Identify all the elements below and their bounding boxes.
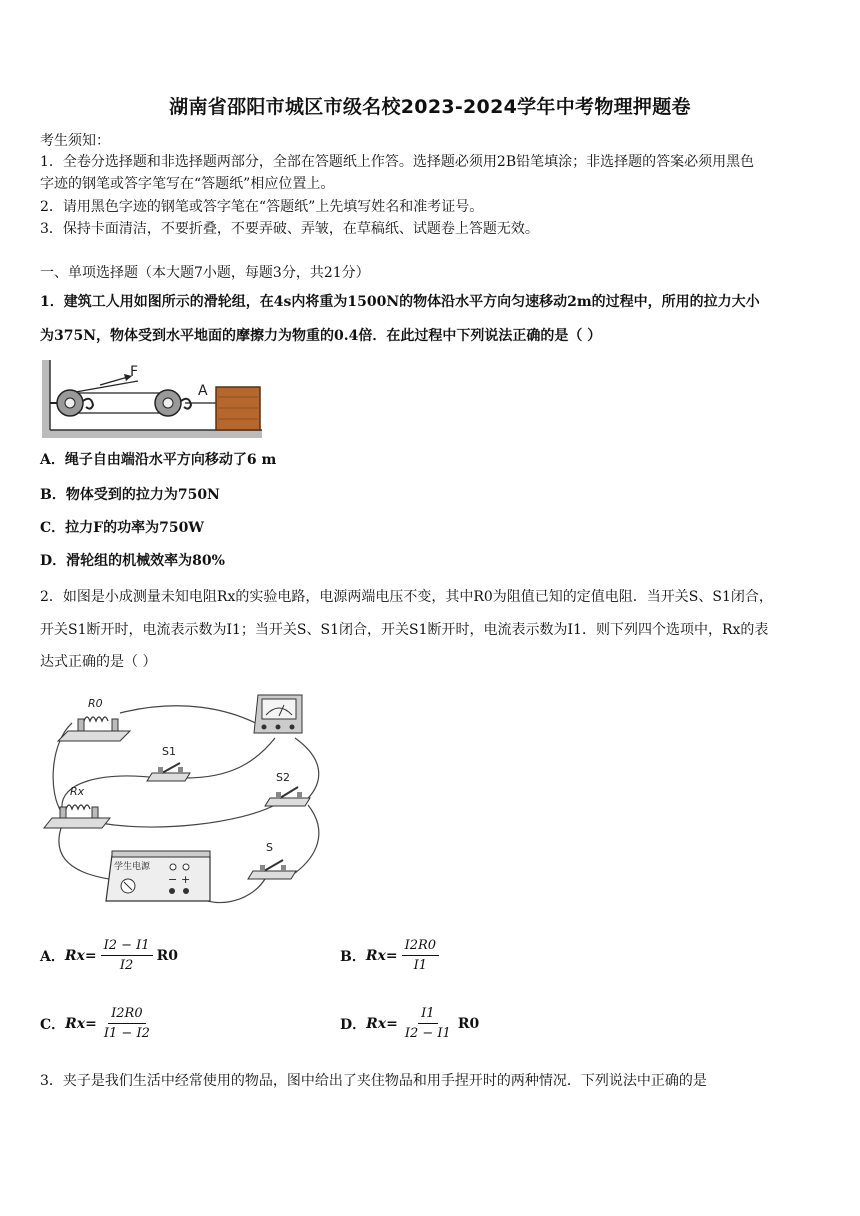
label-F: F — [130, 364, 139, 380]
notice-heading: 考生须知： — [40, 133, 110, 149]
q1-stem-line1: 1．建筑工人用如图所示的滑轮组，在4s内将重为1500N的物体沿水平方向匀速移动2m的过程中，所用的拉力大小 — [40, 294, 760, 310]
label-s2: S2 — [276, 771, 290, 784]
q1-option-a[interactable]: A．绳子自由端沿水平方向移动了6 m — [40, 452, 277, 468]
terminal-minus: − — [168, 873, 178, 886]
resistor-r0 — [84, 717, 108, 721]
q1-option-b[interactable]: B．物体受到的拉力为750N — [40, 487, 220, 503]
q2-stem-line3: 达式正确的是（ ） — [40, 654, 157, 670]
switch-s1 — [162, 763, 180, 773]
q1-stem-line2: 为375N，物体受到水平地面的摩擦力为物重的0.4倍．在此过程中下列说法正确的是（ ） — [40, 328, 602, 344]
q1-option-d[interactable]: D．滑轮组的机械效率为80% — [40, 553, 225, 569]
resistor-rx — [66, 805, 90, 809]
fraction: $\frac{I2 - I1}{I2}$ — [101, 938, 153, 973]
q2-option-d[interactable]: D． Rx = $\frac{I1}{I2 - I1}$ R0 — [340, 1006, 480, 1041]
hook-icon — [181, 399, 191, 409]
q2-stem-line1: 2．如图是小成测量未知电阻Rx的实验电路，电源两端电压不变，其中R0为阻值已知的定值电阻．当开关S、S1闭合， — [40, 589, 773, 605]
terminal-plus: + — [181, 873, 191, 886]
fraction: $\frac{I1}{I2 - I1}$ — [404, 1006, 451, 1041]
label-r0: R0 — [88, 697, 103, 710]
power-label: 学生电源 — [114, 862, 151, 872]
notice-item-1a: 1．全卷分选择题和非选择题两部分，全部在答题纸上作答。选择题必须用2B铅笔填涂；非选择题的答案必须用黑色 — [40, 154, 755, 170]
switch-s — [264, 860, 283, 871]
section-heading: 一、单项选择题（本大题7小题，每题3分，共21分） — [40, 265, 370, 281]
q2-option-a[interactable]: A． Rx = $\frac{I2 - I1}{I2}$ R0 — [40, 938, 178, 973]
q1-pulley-figure — [40, 355, 265, 440]
document-title: 湖南省邵阳市城区市级名校2023-2024学年中考物理押题卷 — [169, 96, 691, 118]
q2-stem-line2: 开关S1断开时，电流表示数为I1；当开关S、S1闭合，开关S1断开时，电流表示数为I1．则下列四个选项中，Rx的表 — [40, 622, 769, 638]
q2-option-b[interactable]: B． Rx = $\frac{I2R0}{I1}$ — [340, 938, 443, 973]
label-A: A — [198, 383, 208, 399]
notice-item-2: 2．请用黑色字迹的钢笔或答字笔在“答题纸”上先填写姓名和准考证号。 — [40, 199, 484, 215]
block-A — [216, 387, 260, 430]
q2-option-c[interactable]: C． Rx = $\frac{I2R0}{I1 - I2}$ — [40, 1006, 157, 1041]
notice-item-1b: 字迹的钢笔或答字笔写在“答题纸”相应位置上。 — [40, 176, 335, 192]
ground — [42, 430, 262, 438]
q3-stem-line1: 3．夹子是我们生活中经常使用的物品，图中给出了夹住物品和用手捏开时的两种情况．下列说法中正确的是 — [40, 1073, 707, 1089]
fraction: $\frac{I2R0}{I1 - I2}$ — [103, 1006, 150, 1041]
hook-icon — [83, 399, 93, 409]
switch-s2 — [280, 787, 298, 798]
q1-option-c[interactable]: C．拉力F的功率为750W — [40, 520, 205, 536]
label-rx: Rx — [70, 785, 85, 798]
q2-circuit-figure — [40, 683, 330, 923]
label-s1: S1 — [162, 745, 176, 758]
label-s: S — [266, 841, 273, 854]
notice-item-3: 3．保持卡面清洁，不要折叠，不要弄破、弄皱，在草稿纸、试题卷上答题无效。 — [40, 221, 539, 237]
fraction: $\frac{I2R0}{I1}$ — [402, 938, 439, 973]
wall — [42, 360, 50, 435]
